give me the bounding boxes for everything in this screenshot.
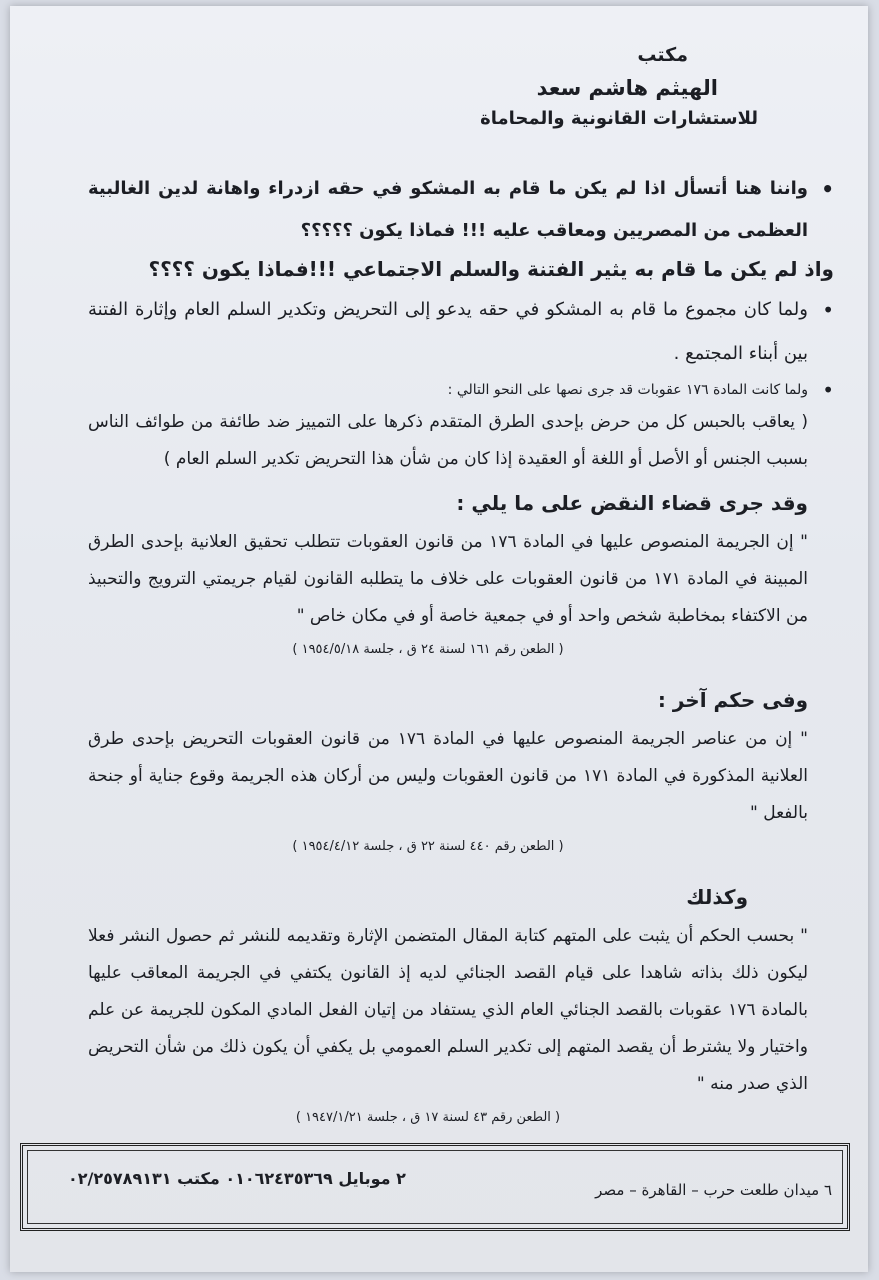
- document-page: [10, 6, 868, 1272]
- quote-ruling-2: " إن من عناصر الجريمة المنصوص عليها في المادة ١٧٦ من قانون العقوبات التحريض بإحدى طرق العلانية المذكورة في المادة ١٧١ من قانون العقوبات وليس من أركان هذه الجريمة وقوع جناية أو جنحة بالفعل ": [88, 729, 808, 823]
- paragraph-incitement: • ولما كان مجموع ما قام به المشكو في حقه يدعو إلى التحريض وتكدير السلم العام وإثارة الفتنة بين أبناء المجتمع .: [88, 288, 808, 376]
- letterhead-office: مكتب: [637, 44, 688, 66]
- footer-box: [20, 1143, 850, 1231]
- letterhead-specialty: للاستشارات القانونية والمحاماة: [480, 108, 758, 129]
- letterhead-name: الهيثم هاشم سعد: [536, 76, 718, 100]
- citation-ruling-2: ( الطعن رقم ٤٤٠ لسنة ٢٢ ق ، جلسة ١٩٥٤/٤/١٢ ): [292, 839, 564, 854]
- quote-ruling-1: " إن الجريمة المنصوص عليها في المادة ١٧٦ من قانون العقوبات تتطلب تحقيق العلانية بإحدى الطرق المبينة في المادة ١٧١ من قانون العقوبات على خلاف ما يتطلبه القانون لقيام جريمتي الترويج والتحبيذ من الاكتفاء بمخاطبة شخص واحد أو في جمعية خاصة أو في مكان خاص ": [88, 532, 809, 626]
- quote-ruling-3: " بحسب الحكم أن يثبت على المتهم كتابة المقال المتضمن الإثارة وتقديمه للنشر ثم حصول النشر فعلا ليكون ذلك بذاته شاهدا على قيام القصد الجنائي لديه إذ القانون يكتفي في الجريمة المعاقب عليها بالمادة ١٧٦ عقوبات بالقصد الجنائي العام الذي يستفاد من إتيان الفعل المادي المكون للجريمة عن علم واختيار ولا يشترط أن يقصد المتهم إلى تكدير السلم العمومي بل يكفي أن يكون ذلك من شأن التحريض الذي صدر منه ": [88, 926, 809, 1094]
- footer-contacts: ٢ موبايل ٠١٠٦٢٤٣٥٣٦٩ مكتب ٠٢/٢٥٧٨٩١٣١: [68, 1169, 406, 1188]
- letterhead: [328, 44, 758, 129]
- paragraph-article-text: ( يعاقب بالحبس كل من حرض بإحدى الطرق المتقدم ذكرها على التمييز ضد طائفة من طوائف الناس بسبب الجنس أو الأصل أو اللغة أو العقيدة إذا كان من شأن هذا التحريض تكدير السلم العام ): [88, 412, 808, 469]
- footer-inner-frame: [27, 1150, 843, 1224]
- section-heading-also: وكذلك: [686, 885, 748, 909]
- paragraph-article-intro: • ولما كانت المادة ١٧٦ عقوبات قد جرى نصها على النحو التالي :: [88, 376, 808, 404]
- footer-address: ٦ ميدان طلعت حرب – القاهرة – مصر: [595, 1181, 832, 1199]
- paragraph-question-insult: • واننا هنا أتسأل اذا لم يكن ما قام به المشكو في حقه ازدراء واهانة لدين الغالبية العظمى من المصريين ومعاقب عليه !!! فماذا يكون ؟؟؟؟؟: [88, 168, 808, 252]
- paragraph-question-sedition: واذ لم يكن ما قام به يثير الفتنة والسلم الاجتماعي !!!فماذا يكون ؟؟؟؟: [148, 257, 834, 281]
- citation-ruling-3: ( الطعن رقم ٤٣ لسنة ١٧ ق ، جلسة ١٩٤٧/١/٢١ ): [295, 1110, 561, 1125]
- citation-ruling-1: ( الطعن رقم ١٦١ لسنة ٢٤ ق ، جلسة ١٩٥٤/٥/١٨ ): [292, 642, 564, 657]
- section-heading-cassation: وقد جرى قضاء النقض على ما يلي :: [456, 491, 808, 515]
- section-heading-another-ruling: وفى حكم آخر :: [657, 688, 808, 712]
- document-body: [88, 168, 834, 1133]
